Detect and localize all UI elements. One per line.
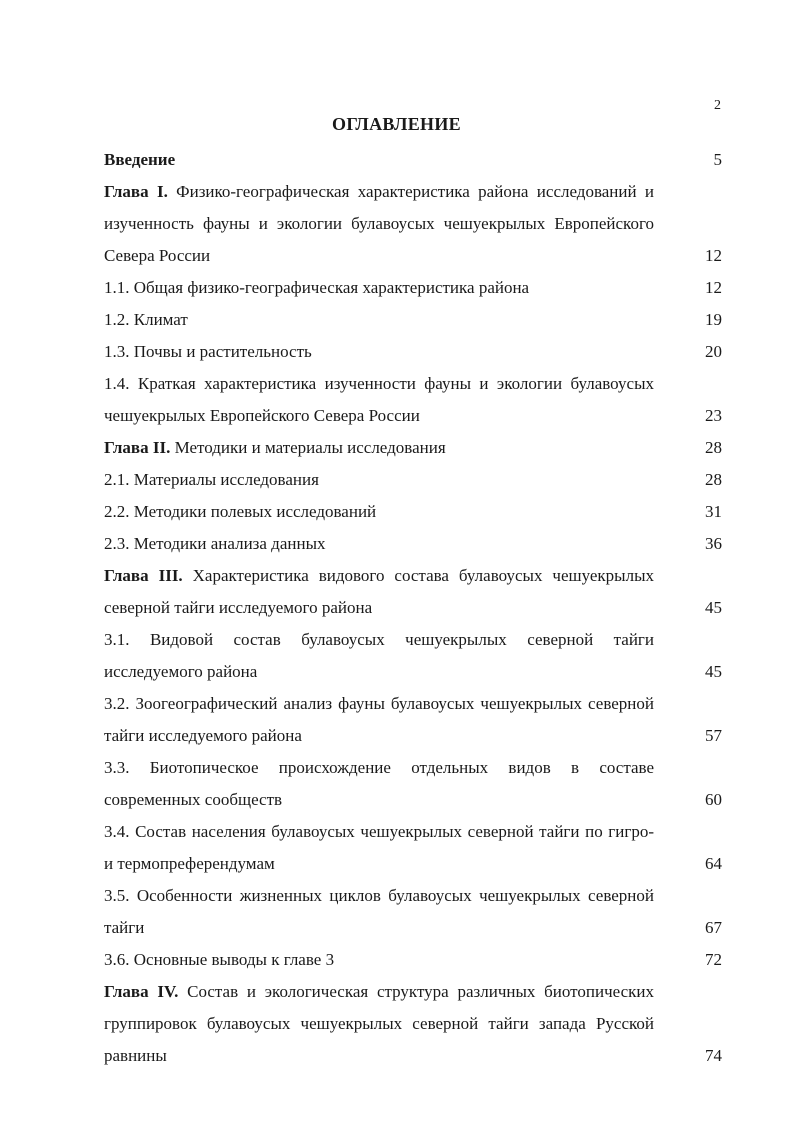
entry-text: 1.3. Почвы и растительность — [104, 342, 312, 361]
toc-entry-1-2[interactable] — [104, 304, 722, 336]
entry-page-number: 45 — [705, 598, 722, 617]
entry-prefix: Введение — [104, 150, 176, 169]
entry-page-number: 74 — [705, 1046, 722, 1065]
entry-text: 3.3. Биотопическое происхождение отдельных видов в составе современных сообществ — [104, 758, 654, 809]
toc-title: ОГЛАВЛЕНИЕ — [332, 114, 461, 134]
toc-entry-1-3[interactable] — [104, 336, 722, 368]
toc-entry-chapter-1[interactable] — [104, 176, 722, 272]
toc-entry-3-6[interactable] — [104, 944, 722, 976]
toc-entry-2-2[interactable] — [104, 496, 722, 528]
entry-page-number: 45 — [705, 662, 722, 681]
entry-page-number: 72 — [705, 950, 722, 969]
entry-page-number: 67 — [705, 918, 722, 937]
entry-text: 1.2. Климат — [104, 310, 188, 329]
entry-text: 2.1. Материалы исследования — [104, 470, 319, 489]
entry-page-number: 28 — [705, 438, 722, 457]
toc-entry-3-3[interactable] — [104, 752, 722, 816]
entry-page-number: 64 — [705, 854, 722, 873]
entry-prefix: Глава IV. — [104, 982, 179, 1001]
toc-entry-chapter-4[interactable] — [104, 976, 722, 1072]
toc-entry-2-1[interactable] — [104, 464, 722, 496]
entry-page-number: 19 — [705, 310, 722, 329]
entry-page-number: 57 — [705, 726, 722, 745]
entry-text: 2.2. Методики полевых исследований — [104, 502, 377, 521]
entry-text: 3.5. Особенности жизненных циклов булавоусых чешуекрылых северной тайги — [104, 886, 654, 937]
entry-page-number: 31 — [705, 502, 722, 521]
toc-entry-introduction[interactable] — [104, 144, 722, 176]
toc-entry-3-5[interactable] — [104, 880, 722, 944]
entry-page-number: 28 — [705, 470, 722, 489]
entry-page-number: 12 — [705, 278, 722, 297]
entry-prefix: Глава I. — [104, 182, 168, 201]
entry-prefix: Глава III. — [104, 566, 183, 585]
entry-text: 3.4. Состав населения булавоусых чешуекрылых северной тайги по гигро- и термопреферендумам — [104, 822, 654, 873]
entry-text: Методики и материалы исследования — [170, 438, 446, 457]
table-of-contents — [104, 144, 722, 1072]
entry-page-number: 36 — [705, 534, 722, 553]
entry-text: Состав и экологическая структура различных биотопических группировок булавоусых чешуекрылых северной тайги запада Русской равнины — [104, 982, 654, 1065]
toc-entry-1-4[interactable] — [104, 368, 722, 432]
entry-page-number: 20 — [705, 342, 722, 361]
toc-entry-1-1[interactable] — [104, 272, 722, 304]
entry-text: 1.1. Общая физико-географическая характеристика района — [104, 278, 530, 297]
toc-entry-2-3[interactable] — [104, 528, 722, 560]
entry-text: 3.2. Зоогеографический анализ фауны булавоусых чешуекрылых северной тайги исследуемого района — [104, 694, 654, 745]
toc-entry-chapter-3[interactable] — [104, 560, 722, 624]
entry-prefix: Глава II. — [104, 438, 171, 457]
entry-page-number: 12 — [705, 246, 722, 265]
entry-text: Физико-географическая характеристика района исследований и изученность фауны и экологии булавоусых чешуекрылых Европейского Севера России — [104, 182, 655, 265]
entry-page-number: 5 — [713, 150, 722, 169]
entry-text: 1.4. Краткая характеристика изученности фауны и экологии булавоусых чешуекрылых Европейского Севера России — [104, 374, 654, 425]
entry-page-number: 60 — [705, 790, 722, 809]
entry-text: 3.6. Основные выводы к главе 3 — [104, 950, 335, 969]
page-number: 2 — [714, 98, 721, 113]
entry-text: Характеристика видового состава булавоусых чешуекрылых северной тайги исследуемого района — [104, 566, 654, 617]
entry-text: 2.3. Методики анализа данных — [104, 534, 326, 553]
toc-entry-3-2[interactable] — [104, 688, 722, 752]
toc-entry-3-1[interactable] — [104, 624, 722, 688]
toc-entry-chapter-2[interactable] — [104, 432, 722, 464]
toc-entry-3-4[interactable] — [104, 816, 722, 880]
entry-text: 3.1. Видовой состав булавоусых чешуекрылых северной тайги исследуемого района — [104, 630, 654, 681]
entry-page-number: 23 — [705, 406, 722, 425]
